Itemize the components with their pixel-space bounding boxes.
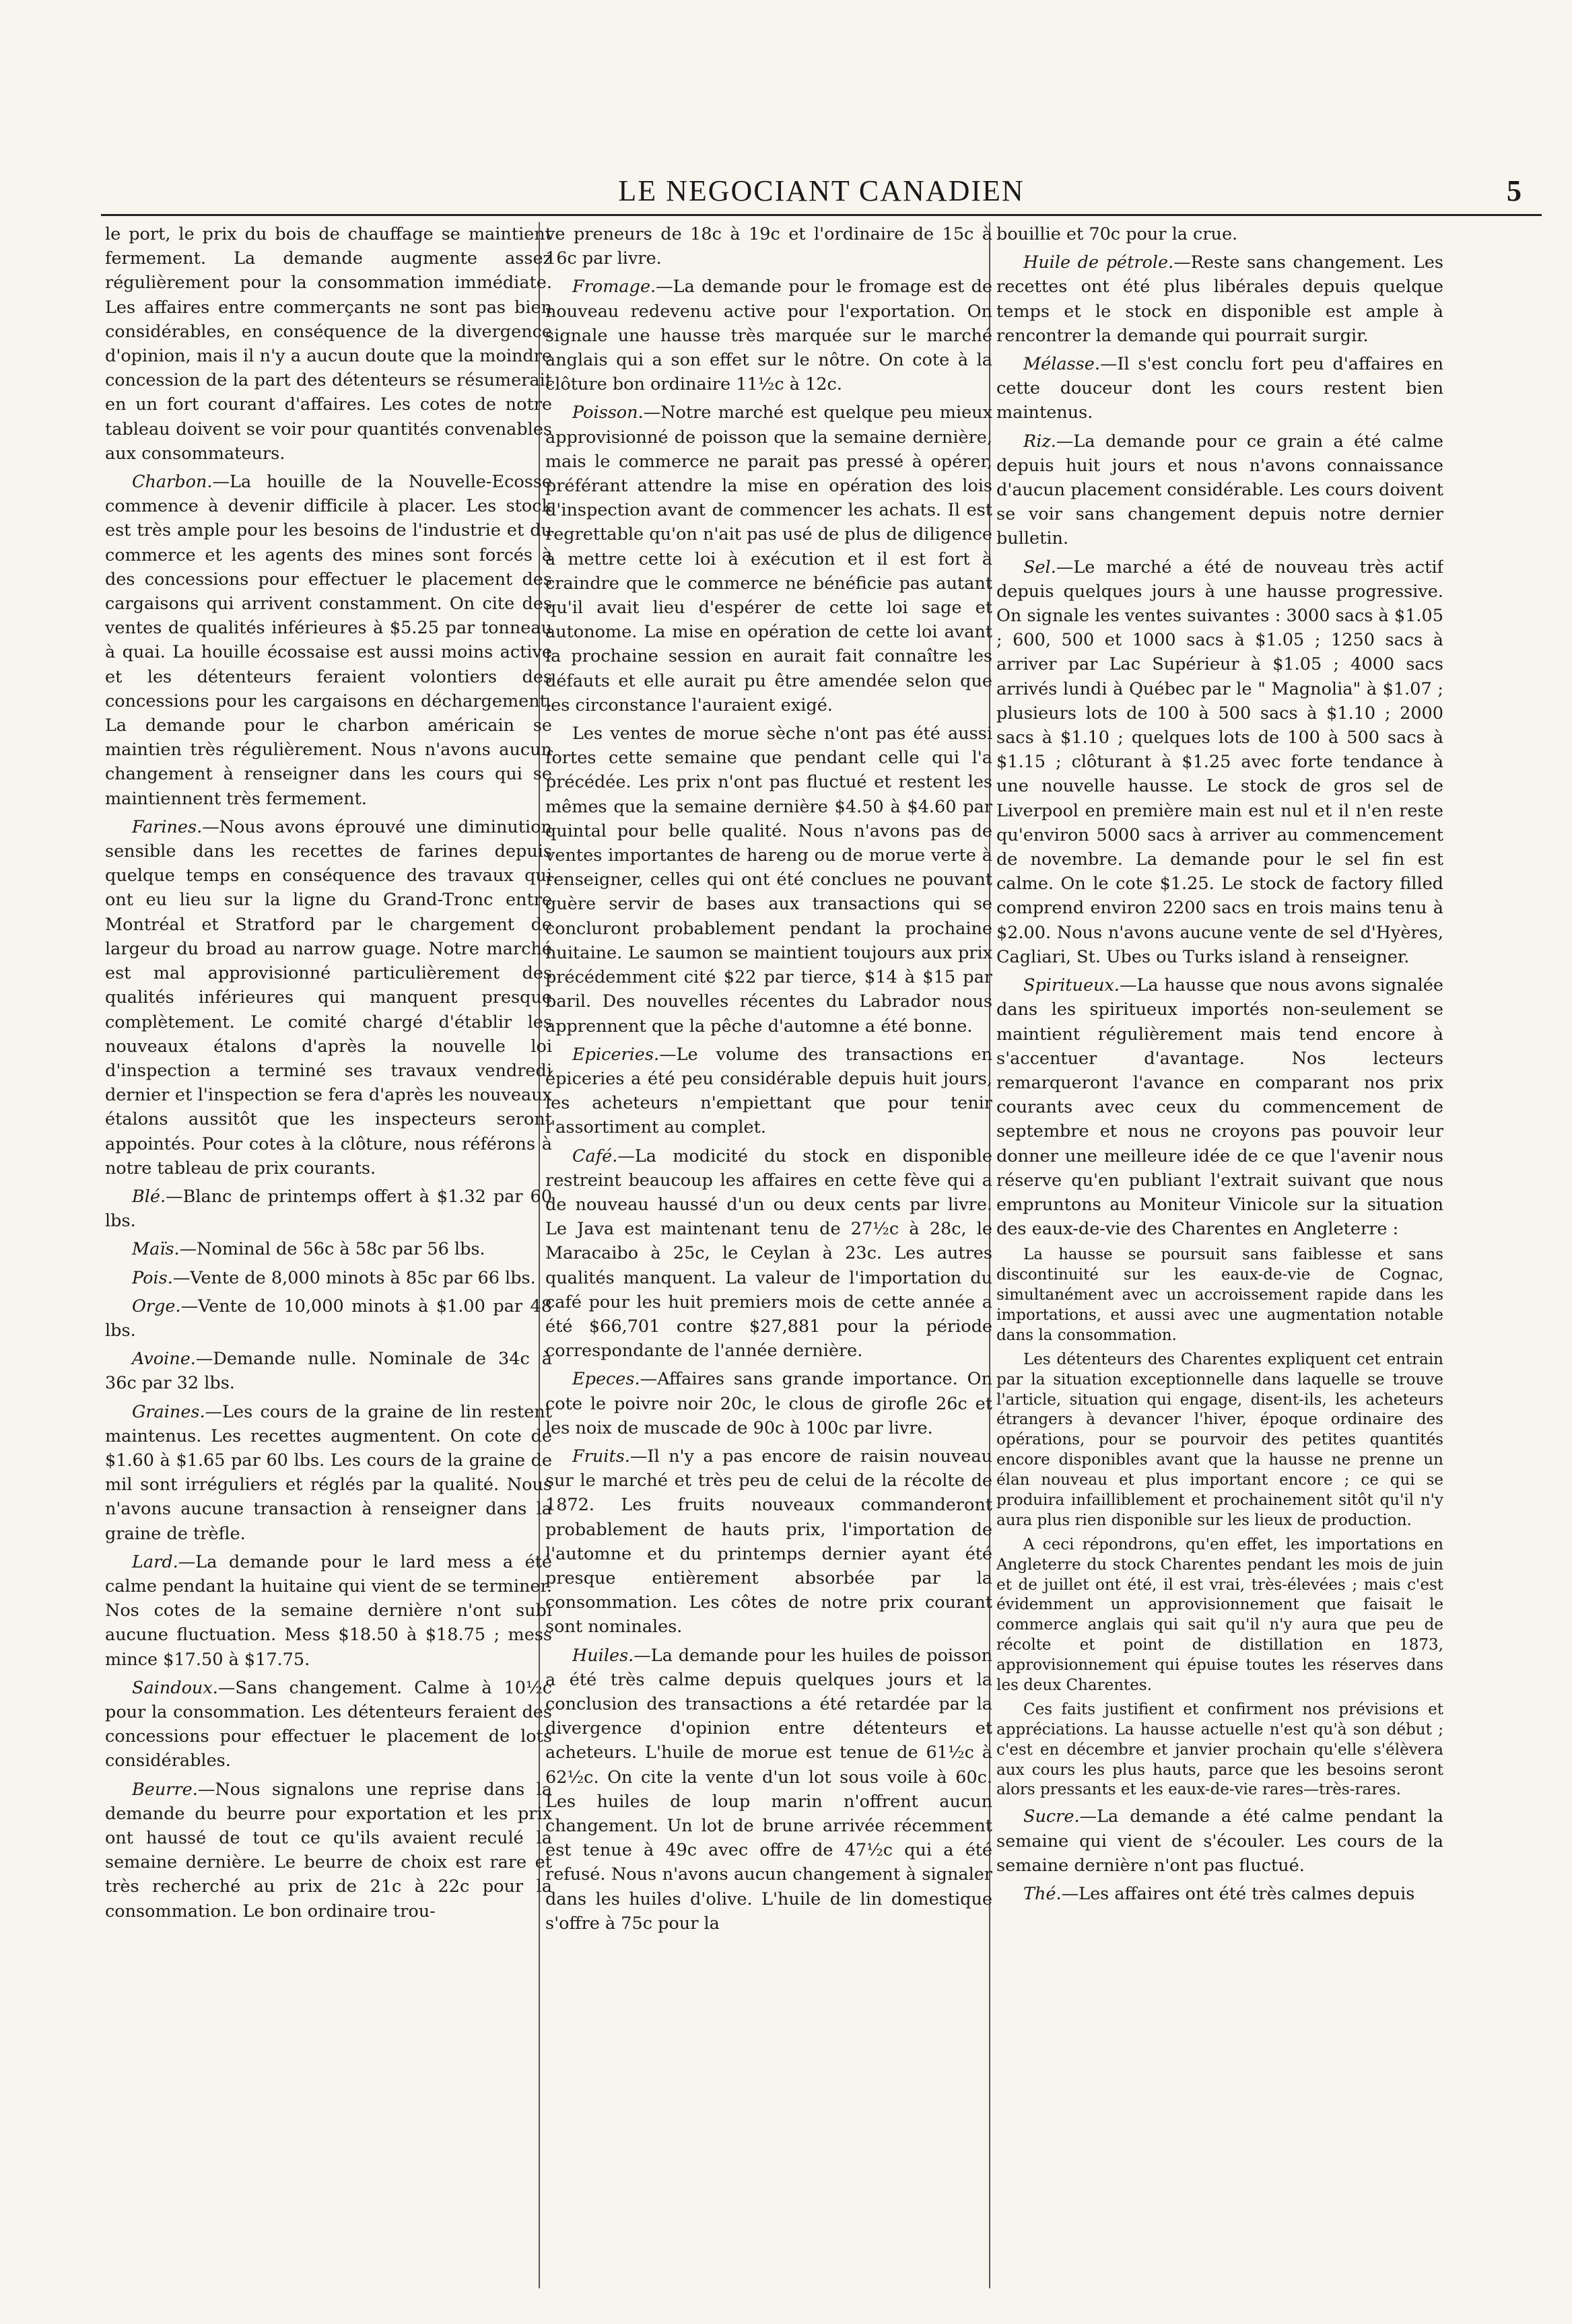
paragraph-text: —La demande pour le fromage est de nouveau redevenu active pour l'exportation. On signale une hausse très marquée sur le marché anglais qui a son effet sur le nôtre. On cote à la clôture bon ordinaire 11½c à 12c. — [545, 277, 992, 395]
paragraph-text: La hausse se poursuit sans faiblesse et sans discontinuité sur les eaux-de-vie de Cognac, simultanément avec un accroissement rapide dans les importations, et aussi avec une augmentation notable dans la consommation. — [996, 1246, 1443, 1344]
paragraph-text: —Vente de 8,000 minots à 85c par 66 lbs. — [172, 1267, 536, 1288]
page-number: 5 — [1507, 174, 1522, 207]
paragraph-lead: Mélasse. — [1023, 354, 1100, 375]
article-paragraph — [996, 429, 1443, 551]
article-paragraph — [996, 1535, 1443, 1696]
article-paragraph — [996, 1350, 1443, 1531]
article-paragraph — [105, 1266, 552, 1290]
paragraph-text: A ceci répondrons, qu'en effet, les importations en Angleterre du stock Charentes pendant les mois de juin et de juillet ont été, il est vrai, très-élevées ; mais c'est évidemment un approvisionnement que faisait le commerce anglais qui sait qu'il n'y aura que peu de récolte et point de distillation en 1873, approvisionnement qui épuise toutes les réserves dans les deux Charentes. — [996, 1535, 1443, 1695]
article-paragraph — [105, 1550, 552, 1672]
article-paragraph — [996, 1804, 1443, 1878]
paragraph-text: —Les affaires ont été très calmes depuis — [1061, 1883, 1415, 1904]
column-1 — [105, 222, 552, 2295]
paragraph-lead: Sucre. — [1023, 1806, 1080, 1827]
paragraph-lead: Fromage. — [572, 277, 656, 297]
column-3 — [996, 222, 1443, 2295]
paragraph-lead: Spiritueux. — [1023, 975, 1120, 996]
paragraph-lead: Epeces. — [572, 1369, 640, 1390]
paragraph-lead: Thé. — [1023, 1883, 1062, 1904]
paragraph-text: Les ventes de morue sèche n'ont pas été aussi fortes cette semaine que pendant celle qui l'a précédée. Les prix n'ont pas fluctué et restent les mêmes que la semaine dernière $4.50 à $4.60 par quintal pour belle qualité. Nous n'avons pas de ventes importantes de hareng ou de morue verte à renseigner, celles qui ont été conclues ne pouvant guère servir de bases aux transactions qui se concluront probablement pendant la prochaine huitaine. Le saumon se maintient toujours aux prix précédemment cité $22 par tierce, $14 à $15 par baril. Des nouvelles récentes du Labrador nous apprennent que la pêche d'automne a été bonne. — [545, 724, 992, 1036]
article-paragraph — [545, 1043, 992, 1140]
paragraph-text: —Demande nulle. Nominale de 34c à 36c par 32 lbs. — [105, 1349, 552, 1394]
paragraph-text: —Nous avons éprouvé une diminution sensible dans les recettes de farines depuis quelque temps en conséquence des travaux qui ont eu lieu sur la ligne du Grand-Tronc entre Montréal et Stratford par le chargement de largeur du broad au narrow guage. Notre marché est mal approvisionné particulièrement des qualités inférieures qui manquent presque complètement. Le comité chargé d'établir les nouveaux étalons d'après la nouvelle loi d'inspection a terminé ses travaux vendredi dernier et l'inspection se fera d'après les nouveaux étalons aussitôt que les inspecteurs seront appointés. Pour cotes à la clôture, nous référons à notre tableau de prix courants. — [105, 816, 552, 1178]
paragraph-text: —Le volume des transactions en épiceries a été peu considérable depuis huit jours, les acheteurs n'empiettant que pour tenir l'assortiment au complet. — [545, 1044, 992, 1138]
paragraph-text: ve preneurs de 18c à 19c et l'ordinaire de 15c à 16c par livre. — [545, 224, 992, 269]
article-paragraph — [996, 1245, 1443, 1345]
article-paragraph — [996, 973, 1443, 1241]
paragraph-lead: Orge. — [132, 1296, 181, 1316]
paragraph-text: —La houille de la Nouvelle-Ecosse commence à devenir difficile à placer. Les stock est très ample pour les besoins de l'industrie et du commerce et les agents des mines sont forcés à des concessions pour effectuer le placement des cargaisons qui arrivent constamment. On cite des ventes de qualités inférieures à $5.25 par tonneau à quai. La houille écossaise est aussi moins active et les détenteurs feraient volontiers des concessions pour les cargaisons en déchargement. La demande pour le charbon américain se maintien très régulièrement. Nous n'avons aucun changement à renseigner dans les cours qui se maintiennent très fermement. — [105, 472, 552, 809]
article-paragraph — [545, 275, 992, 396]
paragraph-text: —Vente de 10,000 minots à $1.00 par 48 lbs. — [105, 1296, 552, 1341]
paragraph-lead: Café. — [572, 1146, 618, 1166]
article-paragraph — [996, 1882, 1443, 1906]
article-paragraph — [545, 1644, 992, 1936]
column-2 — [545, 222, 992, 2295]
article-paragraph — [545, 222, 992, 271]
article-paragraph — [105, 470, 552, 811]
paragraph-lead: Fruits. — [572, 1446, 630, 1467]
paragraph-lead: Pois. — [132, 1267, 173, 1288]
paragraph-text: —Il s'est conclu fort peu d'affaires en cette douceur dont les cours restent bien maintenus. — [996, 354, 1443, 423]
paragraph-text: —Notre marché est quelque peu mieux approvisionné de poisson que la semaine dernière, mais le commerce ne parait pas pressé à opérer, préférant attendre la mise en opération des lois d'inspection avant de commencer les achats. Il est regrettable qu'on n'ait pas usé de plus de diligence à mettre cette loi à exécution et il est fort à craindre que le commerce ne bénéficie pas autant qu'il avait lieu d'espérer de cette loi sage et autonome. La mise en opération de cette loi avant la prochaine session en aurait fait connaître les défauts et elle aurait pu être amendée selon que les circonstance l'auraient exigé. — [545, 402, 992, 715]
article-paragraph — [996, 555, 1443, 969]
article-paragraph — [545, 400, 992, 717]
paragraph-lead: Epiceries. — [572, 1044, 660, 1065]
article-paragraph — [996, 1700, 1443, 1800]
article-paragraph — [545, 1144, 992, 1364]
article-paragraph — [105, 1676, 552, 1773]
paragraph-text: —La modicité du stock en disponible restreint beaucoup les affaires en cette fève qui a de nouveau haussé d'un ou deux cents par livre. Le Java est maintenant tenu de 27½c à 28c, le Maracaibo à 25c, le Ceylan à 23c. Les autres qualités manquent. La valeur de l'importation du café pour les huit premiers mois de cette année a été $66,701 contre $27,881 pour la période correspondante de l'année dernière. — [545, 1146, 992, 1362]
article-paragraph — [105, 1400, 552, 1546]
paragraph-text: —Affaires sans grande importance. On cote le poivre noir 20c, le clous de girofle 26c et les noix de muscade de 90c à 100c par livre. — [545, 1369, 992, 1438]
paragraph-lead: Maïs. — [132, 1239, 180, 1260]
article-paragraph — [996, 250, 1443, 348]
paragraph-text: Les détenteurs des Charentes expliquent cet entrain par la situation exceptionnelle dans laquelle se trouve l'article, situation qui engage, disent-ils, les acheteurs étrangers à devancer l'hiver, époque ordinaire des opérations, pour se pourvoir des petites quantités encore disponibles avant que la hausse ne prenne un élan nouveau et plus important encore ; ce qui se produira infailliblement et prochainement sitôt qu'il n'y aura plus rien disponible sur les lieux de production. — [996, 1350, 1443, 1529]
article-paragraph — [545, 721, 992, 1038]
paragraph-text: —Les cours de la graine de lin restent maintenus. Les recettes augmentent. On cote de $1.60 à $1.65 par 60 lbs. Les cours de la graine de mil sont irréguliers et réglés par la qualité. Nous n'avons aucune transaction à renseigner dans la graine de trèfle. — [105, 1401, 552, 1544]
paragraph-lead: Saindoux. — [132, 1677, 218, 1698]
paragraph-text: —La hausse que nous avons signalée dans les spiritueux importés non-seulement se maintient régulièrement mais tend encore à s'accentuer d'avantage. Nos lecteurs remarqueront l'avance en comparant nos prix courants avec ceux du commencement de septembre et nous ne croyons pas pouvoir leur donner une meilleure idée de ce que l'avenir nous réserve qu'en publiant l'extrait suivant que nous empruntons au Moniteur Vinicole sur la situation des eaux-de-vie des Charentes en Angleterre : — [996, 975, 1443, 1240]
article-paragraph — [105, 1237, 552, 1261]
paragraph-text: —La demande pour les huiles de poisson a été très calme depuis quelques jours et la conclusion des transactions a été retardée par la divergence d'opinion entre détenteurs et acheteurs. L'huile de morue est tenue de 61½c à 62½c. On cite la vente d'un lot sous voile à 60c. Les huiles de loup marin n'offrent aucun changement. Un lot de brune arrivée récemment est tenue à 49c avec offre de 47½c qui a été refusé. Nous n'avons aucun changement à signaler dans les huiles d'olive. L'huile de lin domestique s'offre à 75c pour la — [545, 1645, 992, 1934]
paragraph-lead: Avoine. — [132, 1349, 196, 1370]
paragraph-text: Ces faits justifient et confirment nos prévisions et appréciations. La hausse actuelle n'est qu'à son début ; c'est en décembre et janvier prochain qu'elle s'élèvera aux cours les plus hauts, parce que les besoins seront alors pressants et les eaux-de-vie rares—très-rares. — [996, 1700, 1443, 1799]
paragraph-text: bouillie et 70c pour la crue. — [996, 224, 1238, 244]
article-paragraph — [996, 222, 1443, 246]
paragraph-lead: Riz. — [1023, 431, 1056, 452]
paragraph-text: —La demande pour ce grain a été calme depuis huit jours et nous n'avons connaissance d'aucun placement considérable. Les cours doivent se voir sans changement depuis notre dernier bulletin. — [996, 431, 1443, 549]
article-paragraph — [105, 1777, 552, 1924]
paragraph-lead: Poisson. — [572, 402, 644, 423]
paragraph-lead: Farines. — [132, 816, 203, 837]
paragraph-text: —Nous signalons une reprise dans la demande du beurre pour exportation et les prix ont haussé de tout ce qu'ils avaient reculé la semaine dernière. Le beurre de choix est rare et très recherché au prix de 21c à 22c pour la consommation. Le bon ordinaire trou- — [105, 1779, 552, 1922]
article-paragraph — [105, 1185, 552, 1233]
page-header — [101, 174, 1542, 214]
paragraph-text: —La demande a été calme pendant la semaine qui vient de s'écouler. Les cours de la semaine dernière n'ont pas fluctué. — [996, 1806, 1443, 1876]
paragraph-lead: Graines. — [132, 1401, 205, 1422]
paragraph-lead: Huile de pétrole. — [1023, 252, 1174, 273]
article-paragraph — [105, 815, 552, 1181]
paragraph-lead: Blé. — [132, 1186, 166, 1207]
paragraph-text: —Blanc de printemps offert à $1.32 par 60 lbs. — [105, 1186, 552, 1232]
paragraph-lead: Lard. — [132, 1551, 178, 1572]
paragraph-text: —Sans changement. Calme à 10½c pour la consommation. Les détenteurs feraient des concessions pour effectuer le placement de lots considérables. — [105, 1677, 552, 1771]
newspaper-title: LE NEGOCIANT CANADIEN — [618, 174, 1025, 207]
paragraph-text: —Nominal de 56c à 58c par 56 lbs. — [179, 1239, 485, 1260]
paragraph-text: —Il n'y a pas encore de raisin nouveau sur le marché et très peu de celui de la récolte de 1872. Les fruits nouveaux commanderont probablement de hauts prix, l'importation de l'automne et du printemps dernier ayant été presque entièrement absorbée par la consommation. Les côtes de notre prix courant sont nominales. — [545, 1446, 992, 1638]
paragraph-text: le port, le prix du bois de chauffage se maintient fermement. La demande augmente assez régulièrement pour la consommation immédiate. Les affaires entre commerçants ne sont pas bien considérables, en conséquence de la divergence d'opinion, mais il n'y a aucun doute que la moindre concession de la part des détenteurs se résumerait en un fort courant d'affaires. Les cotes de notre tableau doivent se voir pour quantités convenables aux consommateurs. — [105, 224, 552, 464]
article-paragraph — [105, 1294, 552, 1343]
paragraph-text: —La demande pour le lard mess a été calme pendant la huitaine qui vient de se terminer. Nos cotes de la semaine dernière n'ont subi aucune fluctuation. Mess $18.50 à $18.75 ; mess mince $17.50 à $17.75. — [105, 1551, 552, 1670]
paragraph-lead: Charbon. — [132, 472, 213, 493]
article-paragraph — [545, 1367, 992, 1440]
article-paragraph — [545, 1444, 992, 1640]
article-paragraph — [105, 222, 552, 466]
paragraph-lead: Sel. — [1023, 557, 1056, 577]
article-paragraph — [996, 352, 1443, 425]
paragraph-lead: Beurre. — [132, 1779, 198, 1800]
article-paragraph — [105, 1347, 552, 1395]
paragraph-text: —Reste sans changement. Les recettes ont été plus libérales depuis quelque temps et le stock en disponible est ample à rencontrer la demande qui pourrait surgir. — [996, 252, 1443, 346]
paragraph-lead: Huiles. — [572, 1645, 634, 1666]
paragraph-text: —Le marché a été de nouveau très actif depuis quelques jours à une hausse progressive. On signale les ventes suivantes : 3000 sacs à $1.05 ; 600, 500 et 1000 sacs à $1.05 ; 1250 sacs à arriver par Lac Supérieur à $1.05 ; 4000 sacs arrivés lundi à Québec par le " Magnolia" à $1.07 ; plusieurs lots de 100 à 500 sacs à $1.10 ; 2000 sacs à $1.10 ; quelques lots de 100 à 500 sacs à $1.15 ; clôturant à $1.25 avec forte tendance à une nouvelle hausse. Le stock de gros sel de Liverpool en première main est nul et il n'en reste qu'environ 5000 sacs à arriver au commencement de novembre. La demande pour le sel fin est calme. On le cote $1.25. Le stock de factory filled comprend environ 2200 sacs en trois mains tenu à $2.00. Nous n'avons aucune vente de sel d'Hyères, Cagliari, St. Ubes ou Turks island à renseigner. — [996, 557, 1443, 967]
header-rule — [101, 214, 1542, 216]
